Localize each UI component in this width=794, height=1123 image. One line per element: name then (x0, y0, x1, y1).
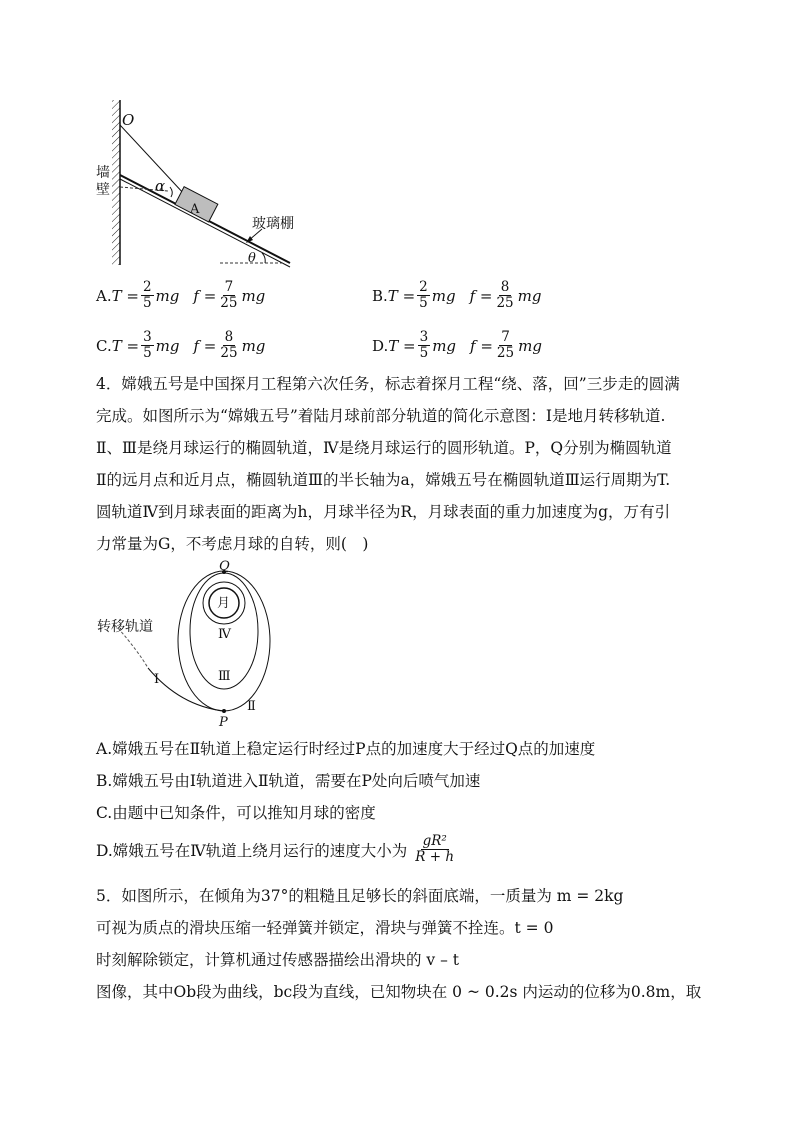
alpha-arc (170, 187, 172, 197)
tension-fraction: $\frac{3}{5}$ (419, 329, 429, 361)
q4-line: Ⅱ、Ⅲ是绕月球运行的椭圆轨道，Ⅳ是绕月球运行的圆形轨道。P，Q分别为椭圆轨道 (96, 439, 672, 457)
q5-line: 5．如图所示，在倾角为37°的粗糙且足够长的斜面底端，一质量为 m = 2kg (96, 887, 624, 905)
q5-line: 时刻解除锁定，计算机通过传感器描绘出滑块的 v – t (96, 951, 460, 969)
label-alpha: α (155, 177, 166, 195)
orbit-figure (90, 556, 290, 731)
q4-options (96, 733, 696, 829)
mg-label: mg (155, 286, 180, 305)
wall-hatch (112, 100, 120, 265)
label-A: A (190, 202, 200, 217)
label-IV: Ⅳ (218, 627, 231, 642)
tension-label: T = (387, 286, 416, 305)
mg-label: mg (517, 286, 542, 305)
q4-option-c[interactable]: C.由题中已知条件，可以推知月球的密度 (96, 804, 376, 822)
option-d-text: D.嫦娥五号在Ⅳ轨道上绕月运行的速度大小为 (96, 841, 408, 860)
mg-label: mg (241, 286, 266, 305)
theta-arc (262, 253, 265, 263)
tension-fraction: $\frac{2}{5}$ (142, 279, 152, 311)
friction-label: f = (470, 336, 493, 355)
label-II: Ⅱ (247, 699, 256, 714)
q5-line: 图像，其中Ob段为曲线，bc段为直线，已知物块在 0 ~ 0.2s 内运动的位移为0.8m，取 (96, 983, 702, 1001)
friction-fraction: $\frac{8}{25}$ (496, 279, 514, 311)
label-Q: Q (219, 559, 230, 574)
mg-label: mg (518, 336, 542, 355)
friction-fraction: $\frac{8}{25}$ (220, 329, 238, 361)
tension-fraction: $\frac{2}{5}$ (419, 279, 428, 311)
label-theta: θ (248, 251, 256, 266)
label-I: Ⅰ (154, 672, 160, 687)
label-wall: 墙壁 (96, 165, 110, 198)
option-letter: D. (372, 336, 389, 355)
option-letter: A. (96, 286, 112, 305)
q3-option-d[interactable] (372, 330, 542, 361)
orbit-I (148, 668, 224, 711)
mg-label: mg (155, 336, 180, 355)
tension-label: T = (388, 336, 416, 355)
friction-label: f = (193, 336, 217, 355)
friction-label: f = (193, 286, 217, 305)
friction-label: f = (469, 286, 493, 305)
label-transfer: 转移轨道 (97, 619, 153, 635)
q3-option-a[interactable] (96, 280, 265, 311)
tension-fraction: $\frac{3}{5}$ (143, 329, 152, 361)
tension-label: T = (111, 286, 139, 305)
label-glass: 玻璃棚 (252, 216, 294, 232)
label-O: O (122, 111, 135, 129)
mg-label: mg (431, 286, 456, 305)
q4-line: 力常量为G，不考虑月球的自转，则( ) (96, 535, 369, 553)
friction-fraction: $\frac{7}{25}$ (220, 279, 238, 311)
label-moon: 月 (217, 596, 231, 611)
q4-option-d[interactable] (96, 834, 458, 865)
option-letter: C. (96, 336, 112, 355)
q4-line: 圆轨道Ⅳ到月球表面的距离为h，月球半径为R，月球表面的重力加速度为g，万有引 (96, 503, 671, 521)
q4-stem (96, 368, 696, 560)
label-III: Ⅲ (218, 669, 231, 684)
q5-line: 可视为质点的滑块压缩一轻弹簧并锁定，滑块与弹簧不拴连。t = 0 (96, 919, 554, 937)
q3-option-b[interactable] (372, 280, 541, 311)
option-letter: B. (372, 286, 388, 305)
mg-label: mg (241, 336, 266, 355)
mg-label: mg (432, 336, 457, 355)
q4-option-b[interactable]: B.嫦娥五号由Ⅰ轨道进入Ⅱ轨道，需要在P处向后喷气加速 (96, 772, 481, 790)
q4-line: Ⅱ的远月点和近月点，椭圆轨道Ⅲ的半长轴为a，嫦娥五号在椭圆轨道Ⅲ运行周期为T. (96, 471, 671, 489)
tension-label: T = (111, 336, 140, 355)
q3-option-c[interactable] (96, 330, 265, 361)
label-P: P (219, 715, 228, 730)
q4-line: 完成。如图所示为“嫦娥五号”着陆月球前部分轨道的简化示意图：Ⅰ是地月转移轨道. (96, 407, 666, 425)
q5-stem (96, 880, 702, 1008)
q4-line: 4．嫦娥五号是中国探月工程第六次任务，标志着探月工程“绕、落，回”三步走的圆满 (96, 375, 680, 393)
friction-fraction: $\frac{7}{25}$ (496, 329, 515, 361)
velocity-fraction: $\frac{\text{gR²}}{R + h}$ (415, 833, 455, 865)
q4-option-a[interactable]: A.嫦娥五号在Ⅱ轨道上稳定运行时经过P点的加速度大于经过Q点的加速度 (96, 740, 596, 758)
